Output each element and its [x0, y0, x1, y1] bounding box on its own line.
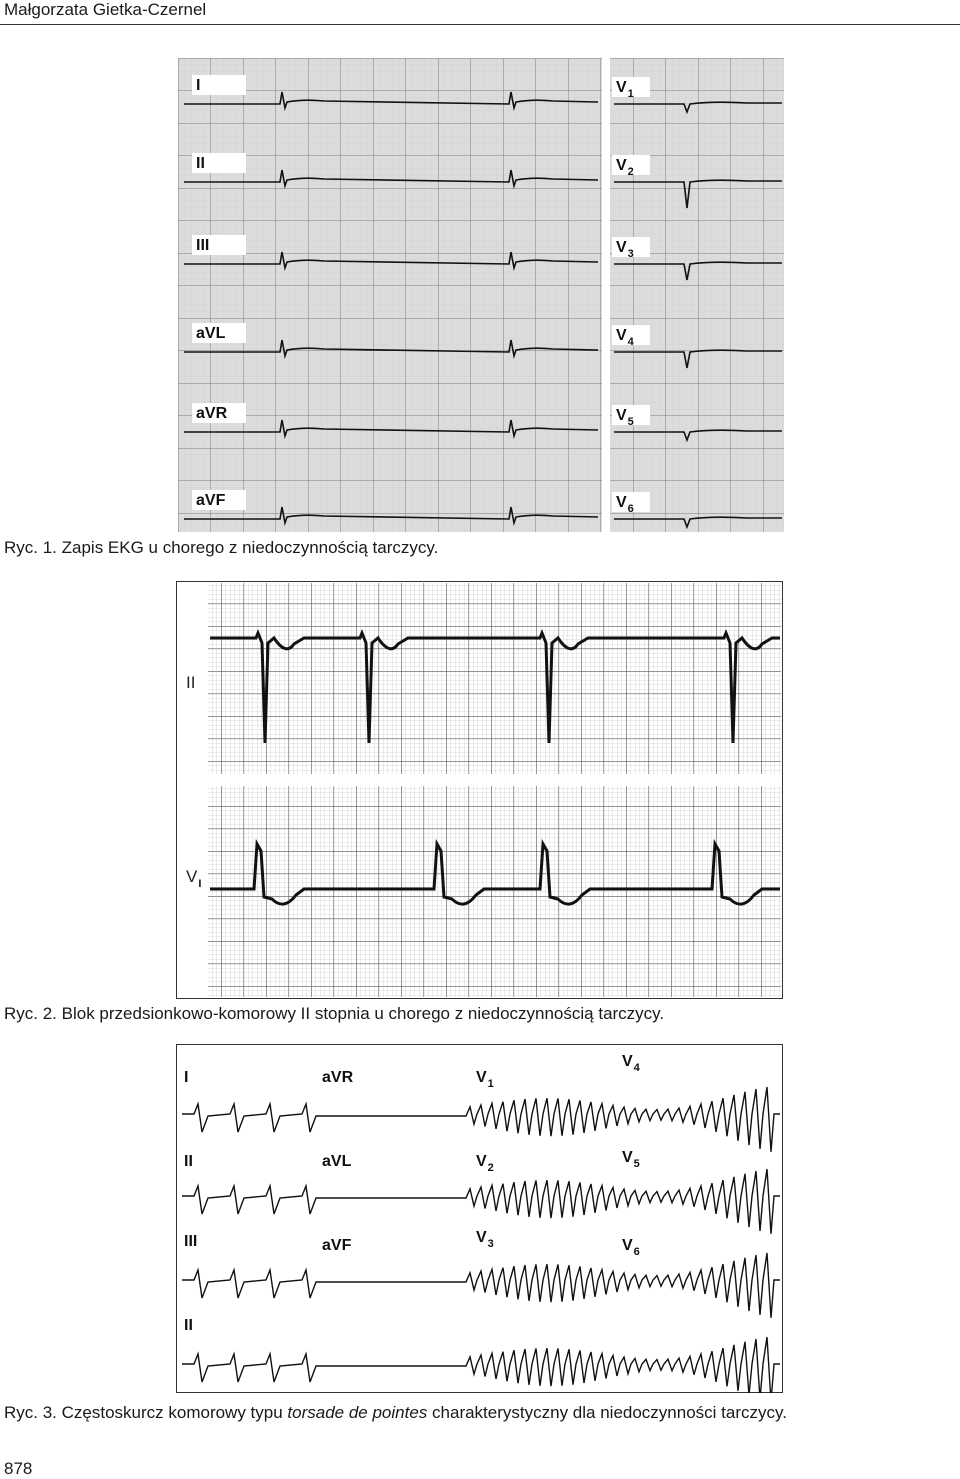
running-head: [0, 0, 960, 26]
lead-label-avr-1: [322, 1069, 354, 1086]
lead-label-v6-text: V: [616, 494, 627, 511]
lead-label-v4-3-subscript: 4: [633, 1062, 640, 1074]
page-number: 878: [4, 1459, 33, 1478]
lead-label-v2: [612, 155, 650, 178]
lead-label-v6: [612, 492, 650, 515]
figure-2-caption: Ryc. 2. Blok przedsionkowo-komorowy II stopnia u chorego z niedoczynnością tarczycy.: [4, 1004, 665, 1023]
lead-label-v1-subscript: 1: [627, 88, 634, 100]
figure-3-caption-prefix: Ryc. 3. Częstoskurcz komorowy typu: [4, 1403, 288, 1422]
lead-label-i-text: I: [196, 77, 201, 94]
lead-label-avl: [192, 323, 246, 343]
lead-label-vi-text: V: [186, 867, 198, 886]
lead-label-v1-2-subscript: 1: [487, 1078, 494, 1090]
figure-3-caption: [4, 1403, 787, 1423]
figure-3-caption-suffix: charakterystyczny dla niedoczynności tarczycy.: [427, 1403, 787, 1422]
figure-1-caption: Ryc. 1. Zapis EKG u chorego z niedoczynnością tarczycy.: [4, 538, 439, 557]
lead-label-v5-7-text: V: [622, 1149, 633, 1166]
lead-label-avl-5: [322, 1153, 352, 1170]
lead-label-ii-text: II: [196, 155, 205, 172]
figure-2-ecg: [176, 581, 783, 999]
lead-label-v4-3-text: V: [622, 1053, 633, 1070]
lead-label-avr-text: aVR: [196, 405, 228, 422]
lead-label-v5-7-subscript: 5: [633, 1158, 640, 1170]
lead-label-avl-5-text: aVL: [322, 1153, 352, 1170]
figure-3-ecg: [176, 1044, 783, 1393]
lead-label-ii-4-text: II: [184, 1153, 193, 1170]
lead-label-iii-8: [184, 1233, 197, 1250]
lead-label-v3: [612, 237, 650, 260]
lead-label-ii: [192, 153, 246, 173]
lead-label-ii: [186, 673, 195, 692]
lead-label-v3-text: V: [616, 239, 627, 256]
lead-label-v2-6-text: V: [476, 1153, 487, 1170]
lead-label-ii-12-text: II: [184, 1317, 193, 1334]
figure-1-ecg: [178, 58, 784, 532]
lead-label-avf-9: [322, 1237, 352, 1254]
lead-label-i-0-text: I: [184, 1069, 189, 1086]
lead-label-ii-12: [184, 1317, 193, 1334]
lead-label-v6-11-subscript: 6: [633, 1246, 640, 1258]
lead-label-i: [192, 75, 246, 95]
lead-label-iii-text: III: [196, 237, 210, 254]
lead-label-v1-2-text: V: [476, 1069, 487, 1086]
lead-label-avf: [192, 490, 246, 510]
lead-label-v4-subscript: 4: [627, 336, 634, 348]
lead-label-avr-1-text: aVR: [322, 1069, 354, 1086]
figure-3-caption-italic: torsade de pointes: [287, 1403, 428, 1422]
lead-label-avf-text: aVF: [196, 492, 226, 509]
ecg-12-lead-image: [178, 58, 784, 532]
lead-label-v1: [612, 77, 650, 100]
lead-label-v1-text: V: [616, 79, 627, 96]
ecg-av-block-image: [176, 581, 783, 999]
lead-label-ii-4: [184, 1153, 193, 1170]
lead-label-avf-9-text: aVF: [322, 1237, 352, 1254]
lead-label-v3-subscript: 3: [627, 248, 634, 260]
lead-label-v2-6-subscript: 2: [487, 1162, 494, 1174]
lead-label-i-0: [184, 1069, 188, 1086]
header-rule: [0, 24, 960, 25]
lead-label-v5-text: V: [616, 407, 627, 424]
author-name: Małgorzata Gietka-Czernel: [4, 0, 207, 19]
lead-label-v4-text: V: [616, 327, 627, 344]
lead-label-v6-subscript: 6: [627, 503, 634, 515]
lead-label-v4: [612, 325, 650, 348]
lead-label-v5-subscript: 5: [627, 416, 634, 428]
lead-label-avl-text: aVL: [196, 325, 226, 342]
lead-label-v3-10-subscript: 3: [487, 1238, 494, 1250]
lead-label-v2-subscript: 2: [627, 166, 634, 178]
lead-label-vi-subscript: I: [198, 878, 202, 890]
ecg-torsade-image: [176, 1044, 783, 1393]
lead-label-ii-text: II: [186, 673, 196, 692]
lead-label-v6-11-text: V: [622, 1237, 633, 1254]
lead-label-v3-10-text: V: [476, 1229, 487, 1246]
lead-label-avr: [192, 403, 246, 423]
lead-label-iii-8-text: III: [184, 1233, 198, 1250]
lead-label-iii: [192, 235, 246, 255]
lead-label-v2-text: V: [616, 157, 627, 174]
lead-label-v5: [612, 405, 650, 428]
